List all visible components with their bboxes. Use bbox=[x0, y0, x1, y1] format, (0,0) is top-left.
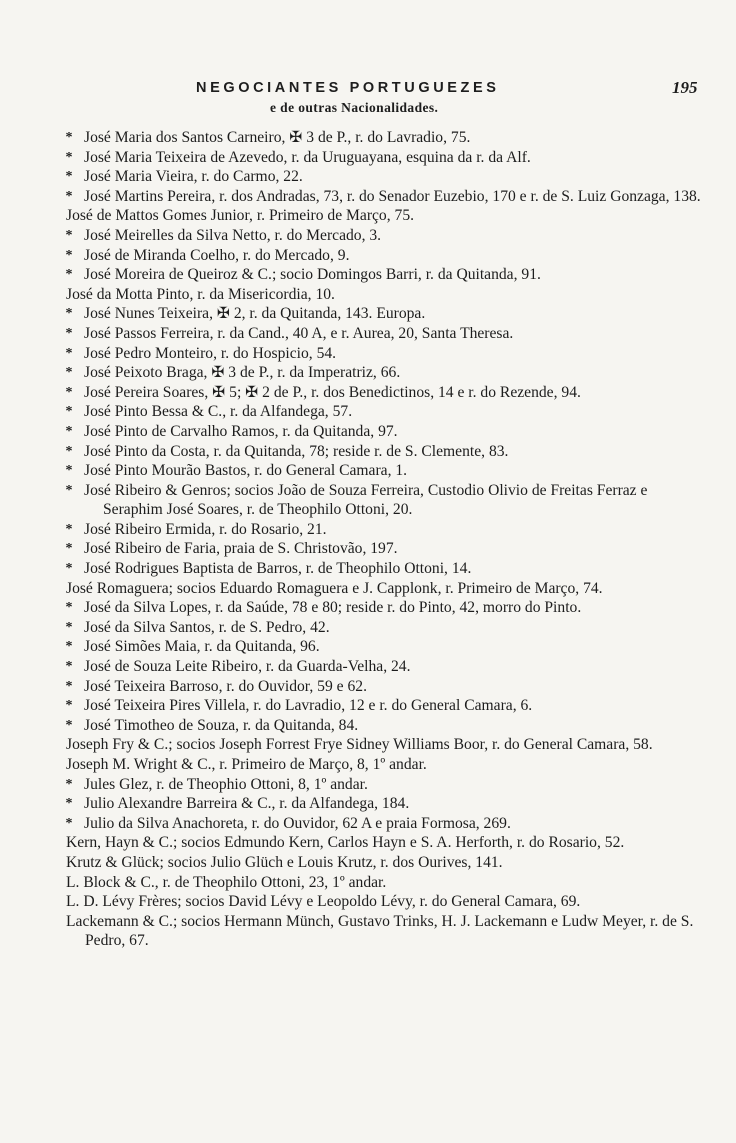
asterisk-marker: * bbox=[65, 463, 73, 479]
asterisk-marker: * bbox=[65, 443, 73, 459]
merchant-entry bbox=[0, 912, 736, 951]
merchant-entry-text: José Nunes Teixeira, ✠ 2, r. da Quitanda, 143. Europa. bbox=[84, 305, 426, 323]
merchant-entry-text: José Simões Maia, r. da Quitanda, 96. bbox=[84, 638, 320, 656]
merchant-entry bbox=[0, 265, 736, 285]
merchant-entry bbox=[0, 873, 736, 893]
merchant-entry bbox=[0, 481, 736, 520]
merchant-entry-text: José Pereira Soares, ✠ 5; ✠ 2 de P., r. dos Benedictinos, 14 e r. do Rezende, 94. bbox=[84, 383, 581, 401]
merchant-entry bbox=[0, 128, 736, 148]
asterisk-marker: * bbox=[65, 188, 73, 204]
merchant-entry bbox=[0, 696, 736, 716]
asterisk-marker: * bbox=[65, 659, 73, 675]
asterisk-marker: * bbox=[65, 247, 73, 263]
page-number: 195 bbox=[672, 78, 698, 97]
merchant-entry bbox=[0, 383, 736, 403]
merchant-entry-text: José da Silva Lopes, r. da Saúde, 78 e 80; reside r. do Pinto, 42, morro do Pinto. bbox=[84, 599, 582, 617]
merchant-entry-text: José de Miranda Coelho, r. do Mercado, 9. bbox=[84, 246, 350, 264]
merchant-entry bbox=[0, 637, 736, 657]
page-title: NEGOCIANTES PORTUGUEZES bbox=[196, 80, 500, 96]
asterisk-marker: * bbox=[65, 776, 73, 792]
asterisk-marker: * bbox=[65, 678, 73, 694]
merchant-entry bbox=[0, 167, 736, 187]
merchant-entry-text: José Peixoto Braga, ✠ 3 de P., r. da Imperatriz, 66. bbox=[84, 364, 401, 382]
asterisk-marker: * bbox=[65, 404, 73, 420]
asterisk-marker: * bbox=[65, 561, 73, 577]
merchant-entry bbox=[0, 461, 736, 481]
merchant-entry bbox=[0, 833, 736, 853]
merchant-entry-text: José Rodrigues Baptista de Barros, r. de Theophilo Ottoni, 14. bbox=[84, 560, 472, 578]
merchant-entry-text: José Maria Vieira, r. do Carmo, 22. bbox=[84, 168, 303, 186]
merchant-entry-text: Julio Alexandre Barreira & C., r. da Alfandega, 184. bbox=[84, 795, 410, 813]
merchant-entry bbox=[0, 187, 736, 207]
merchant-entry bbox=[0, 442, 736, 462]
asterisk-marker: * bbox=[65, 267, 73, 283]
merchant-entry-text: José de Mattos Gomes Junior, r. Primeiro de Março, 75. bbox=[66, 207, 415, 225]
merchant-entry bbox=[0, 539, 736, 559]
merchant-entry bbox=[0, 853, 736, 873]
merchant-entry-text: José da Motta Pinto, r. da Misericordia, 10. bbox=[66, 285, 335, 303]
merchant-entry-text: José Maria Teixeira de Azevedo, r. da Uruguayana, esquina da r. da Alf. bbox=[84, 148, 531, 166]
merchant-entry-text: L. Block & C., r. de Theophilo Ottoni, 23, 1º andar. bbox=[66, 873, 387, 891]
asterisk-marker: * bbox=[65, 796, 73, 812]
merchant-entry bbox=[0, 520, 736, 540]
merchant-entry bbox=[0, 892, 736, 912]
asterisk-marker: * bbox=[65, 541, 73, 557]
merchant-entry-text: José Meirelles da Silva Netto, r. do Mercado, 3. bbox=[84, 226, 382, 244]
asterisk-marker: * bbox=[65, 384, 73, 400]
merchant-entry-text: Jules Glez, r. de Theophio Ottoni, 8, 1º andar. bbox=[84, 775, 368, 793]
merchant-entry bbox=[0, 657, 736, 677]
merchant-entry bbox=[0, 716, 736, 736]
asterisk-marker: * bbox=[65, 149, 73, 165]
merchant-entry-text: L. D. Lévy Frères; socios David Lévy e Leopoldo Lévy, r. do General Camara, 69. bbox=[66, 893, 581, 911]
merchant-entry bbox=[0, 246, 736, 266]
merchant-entry-text: José Ribeiro de Faria, praia de S. Christovão, 197. bbox=[84, 540, 398, 558]
merchant-entry bbox=[0, 618, 736, 638]
merchant-entry bbox=[0, 598, 736, 618]
merchant-entry bbox=[0, 226, 736, 246]
merchant-entry-text: José Romaguera; socios Eduardo Romaguera e J. Capplonk, r. Primeiro de Março, 74. bbox=[66, 579, 603, 597]
merchant-entry-text: José Passos Ferreira, r. da Cand., 40 A, e r. Aurea, 20, Santa Theresa. bbox=[84, 324, 514, 342]
merchant-entry bbox=[0, 814, 736, 834]
merchant-entry bbox=[0, 363, 736, 383]
asterisk-marker: * bbox=[65, 639, 73, 655]
merchant-entry-text: Joseph M. Wright & C., r. Primeiro de Março, 8, 1º andar. bbox=[66, 756, 427, 773]
merchant-entry bbox=[0, 677, 736, 697]
page-header bbox=[0, 80, 736, 120]
merchant-entry-text: Krutz & Glück; socios Julio Glüch e Louis Krutz, r. dos Ourives, 141. bbox=[66, 853, 503, 871]
merchant-entry-text: Julio da Silva Anachoreta, r. do Ouvidor, 62 A e praia Formosa, 269. bbox=[84, 814, 511, 832]
merchant-entry bbox=[0, 775, 736, 795]
merchant-entry bbox=[0, 755, 736, 775]
merchant-entry bbox=[0, 344, 736, 364]
asterisk-marker: * bbox=[65, 600, 73, 616]
page-subtitle: e de outras Nacionalidades. bbox=[270, 100, 439, 115]
merchant-entry bbox=[0, 324, 736, 344]
merchant-entry-text: José Maria dos Santos Carneiro, ✠ 3 de P., r. do Lavradio, 75. bbox=[84, 129, 471, 146]
merchant-entry-text: José Pedro Monteiro, r. do Hospicio, 54. bbox=[84, 344, 337, 362]
merchant-entry bbox=[0, 735, 736, 755]
asterisk-marker: * bbox=[65, 325, 73, 341]
merchant-entry-text: José Moreira de Queiroz & C.; socio Domingos Barri, r. da Quitanda, 91. bbox=[84, 266, 541, 284]
merchant-entry-text: Kern, Hayn & C.; socios Edmundo Kern, Carlos Hayn e S. A. Herforth, r. do Rosario, 52. bbox=[66, 834, 625, 852]
asterisk-marker: * bbox=[65, 698, 73, 714]
asterisk-marker: * bbox=[65, 619, 73, 635]
merchant-entry-text: José Ribeiro & Genros; socios João de Souza Ferreira, Custodio Olivio de Freitas Ferraz e Seraphim José Soares, r. de Theophilo Ottoni, 20. bbox=[84, 481, 648, 519]
asterisk-marker: * bbox=[65, 482, 73, 498]
asterisk-marker: * bbox=[65, 521, 73, 537]
merchant-entry-text: José Martins Pereira, r. dos Andradas, 73, r. do Senador Euzebio, 170 e r. de S. Luiz Gonzaga, 138. bbox=[84, 187, 701, 205]
merchant-entry bbox=[0, 422, 736, 442]
merchant-entry bbox=[0, 579, 736, 599]
merchant-entry-text: José Teixeira Pires Villela, r. do Lavradio, 12 e r. do General Camara, 6. bbox=[84, 697, 533, 715]
merchant-entry bbox=[0, 285, 736, 305]
asterisk-marker: * bbox=[65, 306, 73, 322]
asterisk-marker: * bbox=[65, 345, 73, 361]
merchant-entry-text: José Pinto de Carvalho Ramos, r. da Quitanda, 97. bbox=[84, 422, 398, 440]
merchant-entry-text: José de Souza Leite Ribeiro, r. da Guarda-Velha, 24. bbox=[84, 658, 411, 676]
merchant-entry bbox=[0, 148, 736, 168]
merchant-entry-text: José Teixeira Barroso, r. do Ouvidor, 59 e 62. bbox=[84, 677, 367, 695]
asterisk-marker: * bbox=[65, 423, 73, 439]
merchant-entry-text: Joseph Fry & C.; socios Joseph Forrest Frye Sidney Williams Boor, r. do General Camara, 58. bbox=[66, 736, 653, 754]
merchant-list bbox=[0, 128, 736, 951]
asterisk-marker: * bbox=[65, 815, 73, 831]
asterisk-marker: * bbox=[65, 365, 73, 381]
asterisk-marker: * bbox=[65, 717, 73, 733]
merchant-entry-text: José da Silva Santos, r. de S. Pedro, 42. bbox=[84, 618, 330, 636]
merchant-entry bbox=[0, 206, 736, 226]
merchant-entry-text: José Ribeiro Ermida, r. do Rosario, 21. bbox=[84, 520, 327, 538]
merchant-entry-text: José Pinto Bessa & C., r. da Alfandega, 57. bbox=[84, 403, 353, 421]
merchant-entry-text: José Pinto da Costa, r. da Quitanda, 78; reside r. de S. Clemente, 83. bbox=[84, 442, 509, 460]
asterisk-marker: * bbox=[65, 227, 73, 243]
asterisk-marker: * bbox=[65, 169, 73, 185]
merchant-entry-text: Lackemann & C.; socios Hermann Münch, Gustavo Trinks, H. J. Lackemann e Ludw Meyer, r. de S. Pedro, 67. bbox=[66, 912, 694, 950]
merchant-entry-text: José Timotheo de Souza, r. da Quitanda, 84. bbox=[84, 716, 359, 734]
merchant-entry bbox=[0, 559, 736, 579]
merchant-entry bbox=[0, 794, 736, 814]
merchant-entry bbox=[0, 304, 736, 324]
merchant-entry-text: José Pinto Mourão Bastos, r. do General Camara, 1. bbox=[84, 462, 408, 480]
asterisk-marker: * bbox=[65, 130, 73, 145]
merchant-entry bbox=[0, 402, 736, 422]
